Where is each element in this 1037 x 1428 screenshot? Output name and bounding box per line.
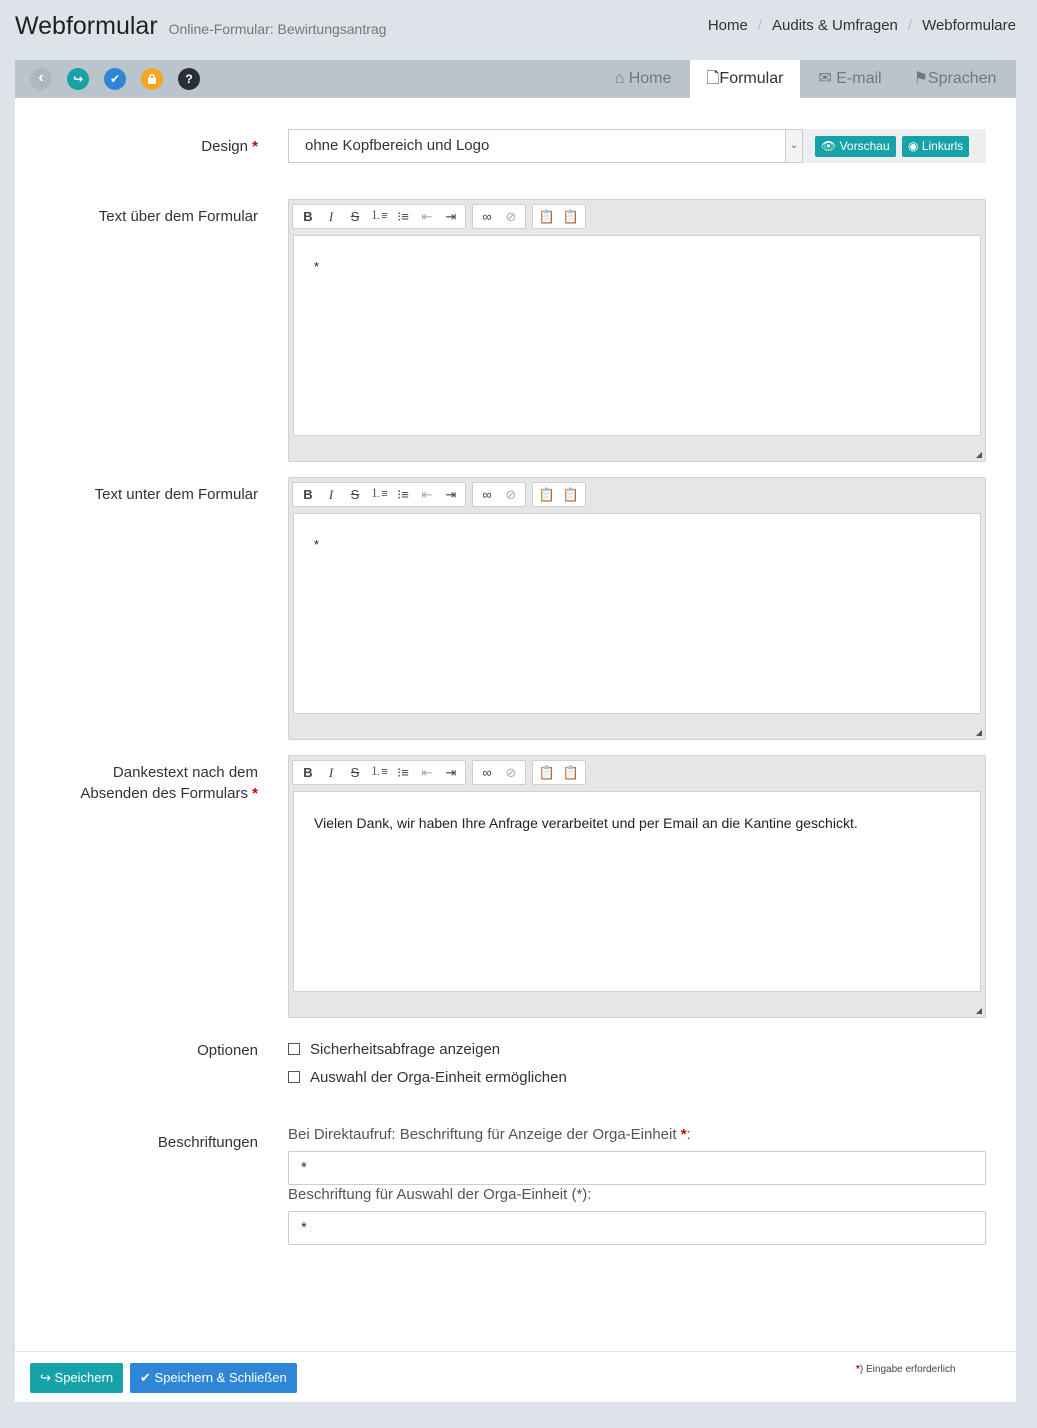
page-subtitle: Online-Formular: Bewirtungsantrag bbox=[168, 21, 387, 37]
link-icon[interactable]: ∞ bbox=[482, 765, 492, 780]
text-above-label: Text über dem Formular bbox=[98, 208, 258, 225]
caption-1-label: Bei Direktaufruf: Beschriftung für Anzeige der Orga-Einheit *: bbox=[288, 1126, 691, 1143]
required-mark: * bbox=[252, 785, 258, 802]
format-toolbar-group bbox=[292, 482, 466, 507]
paste-text-icon[interactable]: 📋 bbox=[562, 209, 580, 224]
save-toolbar-button[interactable] bbox=[67, 68, 89, 90]
link-toolbar-group bbox=[472, 204, 526, 229]
italic-icon[interactable]: I bbox=[328, 487, 334, 502]
envelope-icon: ✉ bbox=[818, 70, 832, 87]
option-security-check[interactable] bbox=[288, 1040, 500, 1060]
caption-2-label: Beschriftung für Auswahl der Orga-Einheit (*): bbox=[288, 1186, 592, 1203]
outdent-icon[interactable]: ⇤ bbox=[421, 209, 433, 224]
link-toolbar-group bbox=[472, 482, 526, 507]
numbered-list-icon[interactable]: ⒈≡ bbox=[370, 488, 388, 500]
checkbox[interactable] bbox=[288, 1043, 300, 1055]
paste-toolbar-group bbox=[532, 760, 586, 785]
caption-2-input[interactable]: * bbox=[288, 1211, 986, 1245]
save-button-label: Speichern bbox=[54, 1370, 114, 1385]
indent-icon[interactable]: ⇥ bbox=[445, 209, 457, 224]
italic-icon[interactable]: I bbox=[328, 209, 334, 224]
format-toolbar-group bbox=[292, 760, 466, 785]
help-button[interactable] bbox=[178, 68, 200, 90]
numbered-list-icon[interactable]: ⒈≡ bbox=[370, 766, 388, 778]
caption-1-input[interactable]: * bbox=[288, 1151, 986, 1185]
share-arrow-icon: ↪ bbox=[40, 1370, 51, 1385]
check-icon: ✔ bbox=[109, 72, 121, 86]
bullet-list-icon[interactable]: ⁝≡ bbox=[397, 209, 409, 224]
home-icon: ⌂ bbox=[614, 70, 625, 87]
tab-formular[interactable] bbox=[690, 60, 800, 98]
breadcrumb-separator: / bbox=[907, 17, 913, 34]
paste-toolbar-group bbox=[532, 482, 586, 507]
strikethrough-icon[interactable]: S bbox=[350, 765, 360, 780]
preview-button[interactable] bbox=[815, 136, 896, 157]
format-toolbar-group bbox=[292, 204, 466, 229]
tab-home-label: Home bbox=[628, 70, 672, 87]
link-icon[interactable]: ∞ bbox=[482, 209, 492, 224]
unlink-icon[interactable]: ⊘ bbox=[505, 209, 517, 224]
linkurls-button[interactable] bbox=[902, 136, 969, 157]
paste-text-icon[interactable]: 📋 bbox=[562, 487, 580, 502]
share-arrow-icon: ↪ bbox=[72, 72, 84, 86]
paste-word-icon[interactable]: 📋 bbox=[538, 209, 556, 224]
breadcrumb-webformulare[interactable]: Webformulare bbox=[922, 17, 1016, 34]
back-button[interactable] bbox=[30, 68, 52, 90]
outdent-icon[interactable]: ⇤ bbox=[421, 487, 433, 502]
save-close-toolbar-button[interactable] bbox=[104, 68, 126, 90]
caption-1-label-text: Bei Direktaufruf: Beschriftung für Anzeige der Orga-Einheit bbox=[288, 1126, 677, 1143]
breadcrumb-home[interactable]: Home bbox=[707, 17, 748, 34]
design-label-text: Design bbox=[201, 138, 248, 155]
strikethrough-icon[interactable]: S bbox=[350, 487, 360, 502]
design-select-wrapper bbox=[288, 129, 986, 163]
thanks-text-content[interactable]: Vielen Dank, wir haben Ihre Anfrage verarbeitet und per Email an die Kantine geschickt. bbox=[293, 791, 981, 992]
thanks-text-editor bbox=[288, 755, 986, 1018]
text-below-editor bbox=[288, 477, 986, 740]
breadcrumb bbox=[708, 16, 1016, 36]
page-title-text: Webformular bbox=[15, 12, 158, 40]
option-orga-unit[interactable] bbox=[288, 1068, 567, 1088]
design-label bbox=[15, 136, 258, 157]
footer-divider bbox=[15, 1351, 1016, 1352]
bullet-list-icon[interactable]: ⁝≡ bbox=[397, 765, 409, 780]
bullet-list-icon[interactable]: ⁝≡ bbox=[397, 487, 409, 502]
link-icon[interactable]: ∞ bbox=[482, 487, 492, 502]
page-header bbox=[15, 10, 1020, 50]
required-mark: * bbox=[856, 1364, 860, 1375]
option-security-label: Sicherheitsabfrage anzeigen bbox=[310, 1041, 501, 1058]
question-icon: ? bbox=[185, 72, 193, 86]
page-title bbox=[15, 10, 386, 45]
unlink-icon[interactable]: ⊘ bbox=[505, 765, 517, 780]
document-icon: 🗋 bbox=[706, 70, 720, 87]
text-below-label: Text unter dem Formular bbox=[94, 486, 258, 503]
paste-text-icon[interactable]: 📋 bbox=[562, 765, 580, 780]
bold-icon[interactable]: B bbox=[303, 209, 313, 224]
italic-icon[interactable]: I bbox=[328, 765, 334, 780]
captions-label: Beschriftungen bbox=[157, 1134, 258, 1151]
checkbox[interactable] bbox=[288, 1071, 300, 1083]
bold-icon[interactable]: B bbox=[303, 487, 313, 502]
resize-handle-icon[interactable]: ◢ bbox=[975, 450, 982, 459]
save-close-button-label: Speichern & Schließen bbox=[154, 1370, 287, 1385]
required-mark: * bbox=[680, 1126, 687, 1143]
tab-sprachen-label: Sprachen bbox=[927, 70, 997, 87]
text-above-content[interactable]: * bbox=[293, 235, 981, 436]
strikethrough-icon[interactable]: S bbox=[350, 209, 360, 224]
tab-email[interactable] bbox=[805, 60, 895, 98]
paste-toolbar-group bbox=[532, 204, 586, 229]
paste-word-icon[interactable]: 📋 bbox=[538, 765, 556, 780]
globe-icon: ◉ bbox=[908, 139, 919, 153]
design-select[interactable]: ohne Kopfbereich und Logo bbox=[288, 129, 803, 163]
lock-button[interactable] bbox=[141, 68, 163, 90]
tab-formular-label: Formular bbox=[719, 70, 784, 87]
options-label: Optionen bbox=[197, 1042, 258, 1059]
required-mark: * bbox=[252, 138, 258, 155]
indent-icon[interactable]: ⇥ bbox=[445, 765, 457, 780]
numbered-list-icon[interactable]: ⒈≡ bbox=[370, 210, 388, 222]
chevron-left-icon: ‹ bbox=[38, 69, 44, 86]
language-icon: ⚑ bbox=[913, 70, 928, 87]
check-icon: ✔ bbox=[140, 1370, 151, 1385]
paste-word-icon[interactable]: 📋 bbox=[538, 487, 556, 502]
thanks-label-line2: Absenden des Formulars bbox=[80, 785, 248, 802]
link-toolbar-group bbox=[472, 760, 526, 785]
resize-handle-icon[interactable]: ◢ bbox=[975, 728, 982, 737]
linkurls-button-label: Linkurls bbox=[921, 139, 964, 153]
indent-icon[interactable]: ⇥ bbox=[445, 487, 457, 502]
lock-icon bbox=[147, 73, 157, 84]
chevron-down-icon[interactable]: ⌄ bbox=[785, 129, 803, 163]
text-below-content[interactable]: * bbox=[293, 513, 981, 714]
save-button[interactable] bbox=[30, 1363, 123, 1393]
tab-email-label: E-mail bbox=[836, 70, 882, 87]
required-note-text: Eingabe erforderlich bbox=[866, 1364, 956, 1375]
preview-button-label: Vorschau bbox=[839, 139, 890, 153]
text-above-editor bbox=[288, 199, 986, 462]
breadcrumb-audits[interactable]: Audits & Umfragen bbox=[772, 17, 898, 34]
thanks-text-label bbox=[15, 762, 258, 804]
main-panel bbox=[15, 60, 1016, 1402]
tab-sprachen[interactable] bbox=[905, 60, 1005, 98]
outdent-icon[interactable]: ⇤ bbox=[421, 765, 433, 780]
toolbar bbox=[15, 60, 1016, 98]
breadcrumb-separator: / bbox=[757, 17, 762, 34]
bold-icon[interactable]: B bbox=[303, 765, 313, 780]
save-close-button[interactable] bbox=[130, 1363, 297, 1393]
unlink-icon[interactable]: ⊘ bbox=[505, 487, 517, 502]
thanks-label-line1: Dankestext nach dem bbox=[112, 764, 258, 781]
tab-home[interactable] bbox=[598, 60, 688, 98]
resize-handle-icon[interactable]: ◢ bbox=[975, 1006, 982, 1015]
option-orga-unit-label: Auswahl der Orga-Einheit ermöglichen bbox=[310, 1069, 567, 1086]
required-note: *) Eingabe erforderlich bbox=[856, 1364, 956, 1375]
eye-icon: 👁 bbox=[821, 139, 837, 153]
